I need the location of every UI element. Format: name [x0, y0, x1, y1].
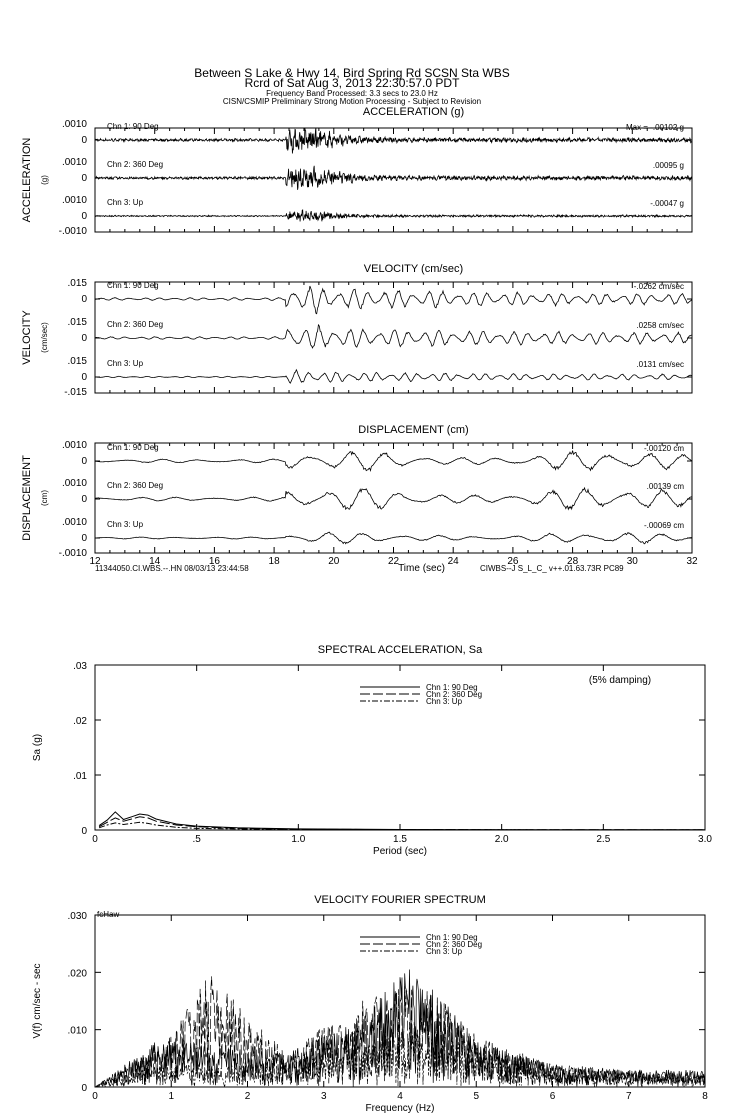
- x-tick-label: 24: [447, 556, 459, 567]
- channel-label: Chn 2: 360 Deg: [107, 481, 164, 490]
- y-tick-label: 0: [81, 1083, 87, 1094]
- y-axis-label: Sa (g): [32, 733, 43, 762]
- header-line3: Frequency Band Processed: 3.3 secs to 23.0 Hz: [266, 89, 438, 98]
- header-line4: CISN/CSMIP Preliminary Strong Motion Processing - Subject to Revision: [222, 97, 482, 106]
- header-line1: Between S Lake & Hwy 14, Bird Spring Rd SCSN Sta WBS: [194, 66, 510, 80]
- y-tick-label: 0: [81, 173, 87, 184]
- legend-entry: Chn 2: 360 Deg: [426, 690, 483, 699]
- header-line2: Rcrd of Sat Aug 3, 2013 22:30:57.0 PDT: [244, 76, 460, 90]
- panel-frame: [95, 443, 692, 553]
- panel-ylabel: VELOCITY: [21, 310, 33, 365]
- max-value: .00095 g: [652, 161, 684, 170]
- chart-title: SPECTRAL ACCELERATION, Sa: [317, 644, 483, 656]
- y-tick-label: .0010: [61, 195, 87, 206]
- max-value: -.00047 g: [650, 199, 684, 208]
- y-tick-label: .0010: [61, 478, 87, 489]
- x-tick-label: 1.5: [393, 834, 407, 845]
- panel-unit-label: (g): [40, 175, 49, 185]
- y-tick-label: 0: [81, 533, 87, 544]
- y-axis-label: V(f) cm/sec - sec: [32, 963, 43, 1039]
- y-tick-label: .0010: [61, 440, 87, 451]
- y-tick-label: .0010: [61, 517, 87, 528]
- channel-label: Chn 3: Up: [107, 198, 144, 207]
- trace-1-0: [95, 286, 692, 314]
- x-tick-label: 8: [702, 1091, 708, 1102]
- x-tick-label: 12: [89, 556, 101, 567]
- legend-entry: Chn 1: 90 Deg: [426, 683, 478, 692]
- max-value: .00139 cm: [646, 482, 684, 491]
- channel-label: Chn 2: 360 Deg: [107, 320, 164, 329]
- panel-ylabel: DISPLACEMENT: [21, 455, 33, 541]
- panel-title: DISPLACEMENT (cm): [358, 424, 469, 436]
- chart-title: VELOCITY FOURIER SPECTRUM: [314, 894, 486, 906]
- x-tick-label: 18: [268, 556, 280, 567]
- legend-entry: Chn 3: Up: [426, 697, 463, 706]
- y-tick-label: .0010: [61, 119, 87, 130]
- damping-note: (5% damping): [588, 675, 652, 686]
- x-tick-label: 28: [567, 556, 579, 567]
- max-value: -.00120 cm: [643, 444, 684, 453]
- x-tick-label: 7: [625, 1091, 632, 1102]
- y-tick-label: 0: [81, 135, 87, 146]
- channel-label: Chn 2: 360 Deg: [107, 160, 164, 169]
- y-tick-label: .02: [73, 716, 87, 727]
- header: [194, 66, 509, 106]
- y-tick-label: 0: [81, 826, 87, 837]
- x-tick-label: 14: [149, 556, 161, 567]
- y-tick-label: .015: [67, 317, 87, 328]
- y-tick-label: .020: [67, 968, 87, 980]
- footer-right: CIWBS--J S_L_C_ v++.01.63.73R PC89: [480, 564, 624, 573]
- y-tick-label: -.0010: [58, 548, 87, 559]
- y-tick-label: .015: [67, 278, 87, 289]
- x-axis-label: Frequency (Hz): [365, 1103, 435, 1114]
- y-tick-label: 0: [81, 211, 87, 222]
- x-tick-label: 2: [244, 1091, 251, 1102]
- x-tick-label: 26: [507, 556, 519, 567]
- trace-0-2: [95, 210, 692, 222]
- y-tick-label: .015: [67, 356, 87, 367]
- trace-0-1: [95, 166, 692, 190]
- channel-label: Chn 1: 90 Deg: [107, 443, 159, 452]
- y-tick-label: .01: [73, 771, 87, 782]
- x-tick-label: .5: [192, 834, 201, 845]
- y-tick-label: 0: [81, 294, 87, 305]
- x-tick-label: 1: [168, 1091, 175, 1102]
- panel-title: VELOCITY (cm/sec): [363, 263, 464, 275]
- channel-label: Chn 1: 90 Deg: [107, 122, 159, 131]
- x-tick-label: 5: [473, 1091, 480, 1102]
- trace-1-2: [95, 370, 692, 383]
- x-tick-label: 16: [208, 556, 220, 567]
- x-tick-label: 30: [626, 556, 638, 567]
- x-tick-label: 2.0: [494, 834, 509, 845]
- channel-label: Chn 3: Up: [107, 359, 144, 368]
- max-value: Max = -.00102 g: [625, 123, 684, 132]
- panel-ylabel: ACCELERATION: [21, 137, 33, 223]
- panel-unit-label: (cm/sec): [40, 322, 49, 353]
- max-value: -.00069 cm: [643, 521, 684, 530]
- x-axis-label: Period (sec): [373, 846, 427, 857]
- channel-label: Chn 1: 90 Deg: [107, 281, 159, 290]
- x-tick-label: 20: [328, 556, 340, 567]
- series-line-0: [99, 812, 705, 830]
- x-tick-label: 4: [397, 1091, 403, 1102]
- chart-frame: [95, 665, 705, 830]
- x-tick-label: 6: [549, 1091, 556, 1102]
- trace-2-0: [95, 451, 692, 471]
- max-value: .0258 cm/sec: [636, 321, 684, 330]
- y-tick-label: 0: [81, 494, 87, 505]
- x-tick-label: 0: [92, 834, 98, 845]
- y-tick-label: .030: [67, 911, 87, 922]
- trace-2-2: [95, 532, 692, 544]
- x-tick-label: 1.0: [291, 834, 306, 845]
- x-tick-label: 22: [387, 556, 400, 567]
- trace-2-1: [95, 488, 692, 509]
- legend-entry: Chn 3: Up: [426, 947, 463, 956]
- panel-title: ACCELERATION (g): [362, 106, 465, 118]
- channel-label: Chn 3: Up: [107, 520, 144, 529]
- x-tick-label: 3.0: [698, 834, 712, 845]
- y-tick-label: .010: [67, 1025, 87, 1037]
- x-tick-label: 0: [92, 1091, 98, 1102]
- max-value: -.0262 cm/sec: [633, 282, 684, 291]
- x-tick-label: 3: [320, 1091, 327, 1102]
- y-tick-label: .0010: [61, 157, 87, 168]
- y-tick-label: 0: [81, 333, 87, 344]
- panel-unit-label: (cm): [40, 490, 49, 506]
- max-value: .0131 cm/sec: [636, 360, 684, 369]
- legend-entry: Chn 1: 90 Deg: [426, 933, 478, 942]
- trace-1-1: [95, 325, 692, 348]
- x-axis-label: Time (sec): [398, 563, 445, 574]
- footer-left: 11344050.CI.WBS.--.HN 08/03/13 23:44:58: [95, 564, 249, 573]
- y-tick-label: 0: [81, 456, 87, 467]
- y-tick-label: .03: [73, 661, 87, 672]
- y-tick-label: 0: [81, 372, 87, 383]
- corner-label: fcHaw: [97, 910, 120, 919]
- x-tick-label: 32: [686, 556, 698, 567]
- y-tick-label: -.0010: [58, 226, 87, 237]
- legend-entry: Chn 2: 360 Deg: [426, 940, 483, 949]
- y-tick-label: -.015: [64, 387, 87, 398]
- x-tick-label: 2.5: [596, 834, 611, 845]
